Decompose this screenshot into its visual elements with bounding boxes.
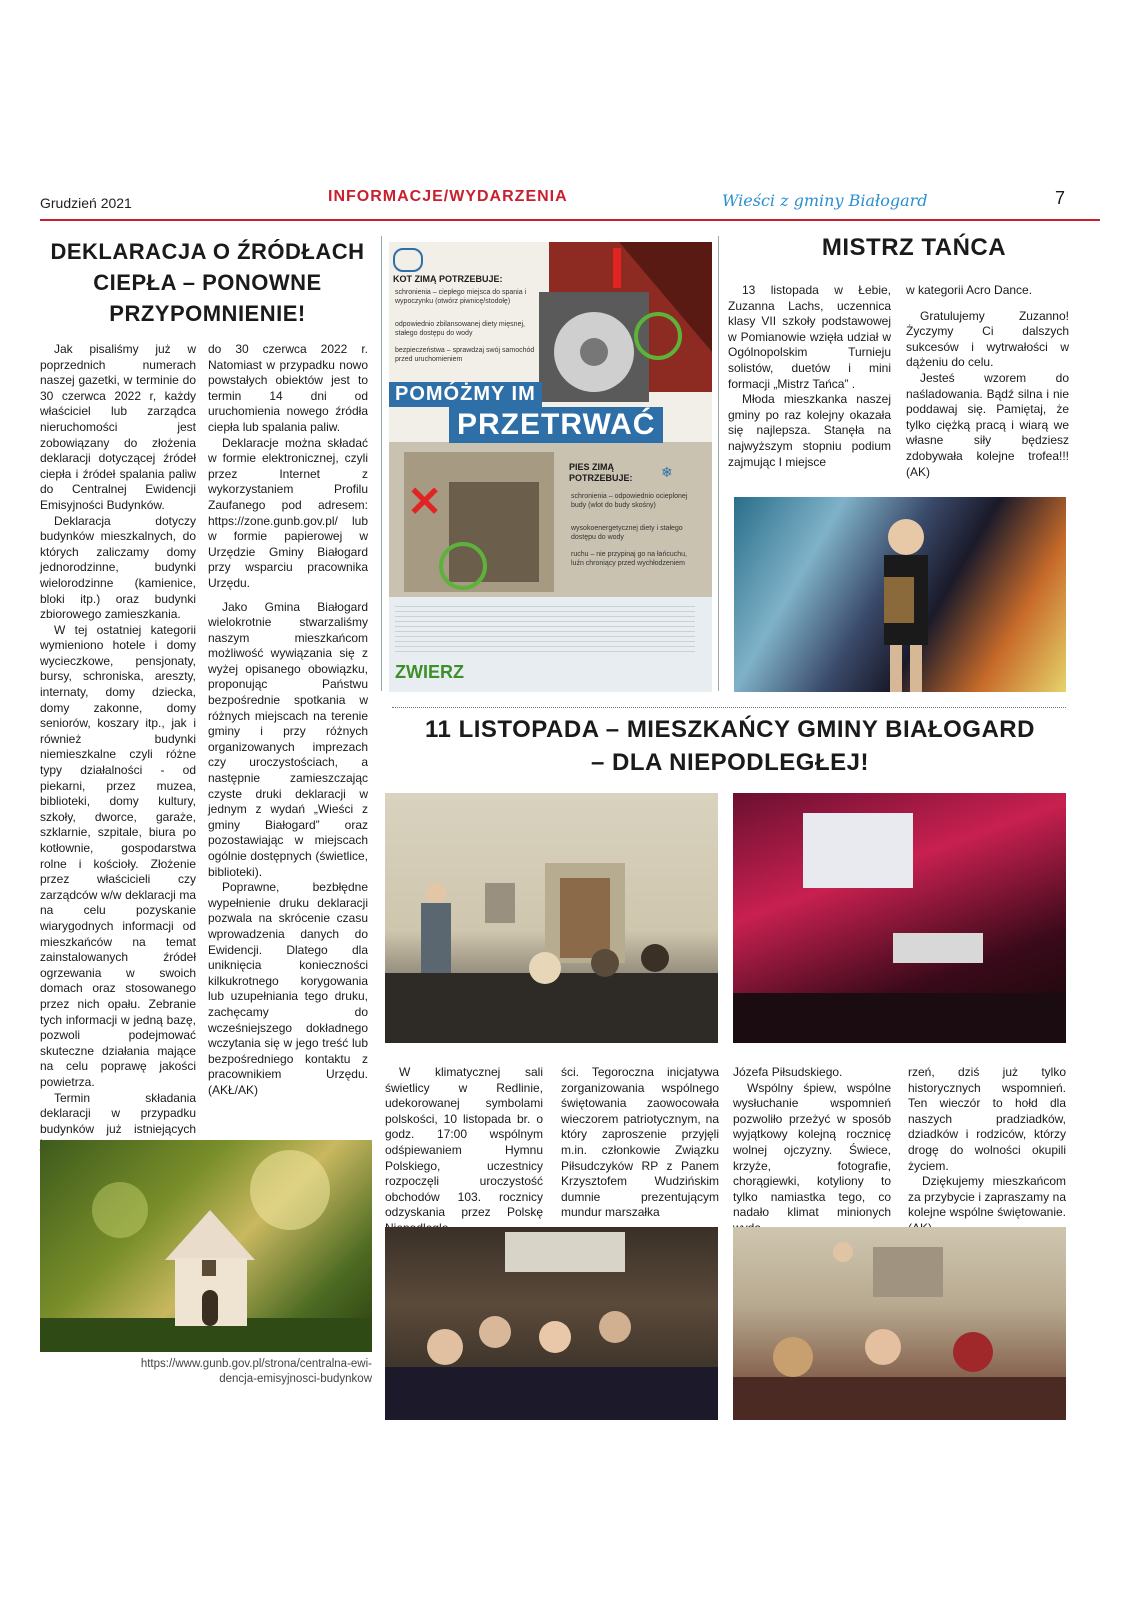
dog-item: ruchu – nie przypinaj go na łańcuchu, luźn chroniący przed wychłodzeniem — [571, 551, 687, 567]
dog-heading-line: POTRZEBUJE: — [569, 473, 633, 483]
slogan-line: PRZETRWAĆ — [449, 407, 663, 443]
paragraph: Deklaracje można składać w formie elektronicznej, czyli przez Internet z wykorzystaniem Profilu Zaufanego pod adresem: https://zone.gunb.gov.pl/ lub w formie papierowej w Urzędzie Gminy Białogard przy wsparciu pracownika Urzędu. — [208, 435, 368, 590]
paragraph: Młoda mieszkanka naszej gminy po raz kolejny okazała się najlepsza. Stanęła na najwyższym stopniu podium zajmując I miejsce — [728, 392, 891, 469]
dancer-figure — [734, 497, 1066, 692]
paragraph: Wspólny śpiew, wspólne wysłuchanie wspomnień pozwoliło przeżyć w sposób wyjątkowy kolejną rocznicę wolnej ojczyzny. Świece, krzyże, fotografie, chorągiewki, kotyliony to tylko namiastka tego, co nadało klimat minionych — [733, 1080, 891, 1220]
paragraph: rzeń, dziś już tylko historycznych wspomnień. Ten wieczór to hołd dla naszych pradziadków, dziadków i rodziców, którzy drogę do wolności okupili życiem. — [908, 1065, 1066, 1173]
paragraph: W klimatycznej sali świetlicy w Redlinie, udekorowanej symbolami polskości, 10 listopada br. o godz. 17:00 wspólnym odśpiewaniem Hymnu Polskiego, uczestnicy rozpoczęli uroczystość obchodów 103. rocznicy odzyskania przez Polskę — [385, 1065, 543, 1220]
event-photo-projection — [733, 793, 1066, 1043]
title-line: – DLA NIEPODLEGŁEJ! — [591, 749, 869, 776]
audience-scene — [385, 1227, 718, 1420]
poster-fine-print — [395, 602, 695, 652]
poster-brand: ZWIERZ — [395, 662, 464, 682]
cat-item: schronienia – ciepłego miejsca do spania i wypoczynku (otwórz piwnicę/stodołę) — [395, 289, 527, 305]
dog-heading-line: PIES ZIMĄ — [569, 462, 615, 472]
header-divider — [40, 219, 1100, 221]
paragraph: Poprawne, bezbłędne wypełnienie druku deklaracji pozwala na skrócenie czasu wprowadzenia danych do Ewidencji. Dlatego dla uniknięcia konieczności kilkukrotnego korygowania lub uzupełniania tego druku, zachęcamy do wcześniejszego dokładnego wczytania się w jego treść lub bezpośredniego kontaktu z pracownikiem Urzędu. (AKŁ/AK) — [208, 880, 368, 1097]
newspaper-logo: Wieści z gminy Białogard — [722, 191, 928, 210]
paragraph: W tej ostatniej kategorii wymieniono hotele i domy wycieczkowe, pensjonaty, bursy, schroniska, areszty, internaty, domy dziecka, domy zakonne, domy seniorów, koszary itp., jak i również budynki niemieszkalne czyli różne typy działalności - od piekarni, przez muzea, biblioteki, domy kultury, szkoły, dworce, garaże, szklarnie, szpitale, biura po kotłownie, gospodarstwa rolne i kościoły. Złożenie przez właścicieli czy zarządców w/w deklaracji ma na celu pozyskanie wiarygodnych informacji od mieszkańców na temat zainstalowanych źródeł ogrzewania w swoich domach oraz stosowanego przez nich opału. Zebranie tych informacji w jedną bazę, pozwoli podejmować skuteczne działania mające na celu poprawę jakości powietrza. — [40, 622, 196, 1089]
paragraph: w kategorii Acro Dance. — [906, 283, 1033, 297]
dog-item: wysokoenergetycznej diety i stałego dostępu do wody — [571, 525, 683, 541]
image-caption — [40, 1357, 372, 1387]
section-divider — [392, 707, 1066, 708]
column-divider — [381, 236, 382, 691]
crowd-scene — [733, 1227, 1066, 1420]
article3-column-3 — [733, 1065, 891, 1237]
dog-heading — [569, 462, 633, 484]
column-divider — [718, 236, 719, 691]
article3-column-2 — [561, 1065, 719, 1221]
cat-heading: KOT ZIMĄ POTRZEBUJE: — [393, 274, 503, 284]
page-number: 7 — [1055, 188, 1066, 208]
paragraph: Jesteś wzorem do naśladowania. Bądź silna i nie poddawaj się. Pamiętaj, że tylko ciężką pracą i wiarą we własne siły będziesz zdobywała kolejne trofea!!! (AK) — [906, 370, 1069, 479]
paragraph: Dziękujemy mieszkańcom za przybycie i zapraszamy na kolejne wspólne świętowanie. — [908, 1174, 1066, 1220]
house-illustration-image — [40, 1140, 372, 1352]
cloud-icon — [393, 248, 423, 272]
article1-column-2 — [208, 342, 368, 1099]
article2-column-1 — [728, 283, 891, 470]
title-line: PRZYPOMNIENIE! — [109, 301, 306, 326]
paragraph: Jak pisaliśmy już w poprzednich numerach naszej gazetki, w terminie do 30 czerwca 2022 r, każdy właściciel lub zarządca nieruchomości jest zobowiązany do złożenia deklaracji dotyczącej źródeł ciepła i źródeł spalania paliw do Centralnej Ewidencji Emisyjności Budynków. — [40, 342, 196, 512]
event-photo-speaker — [385, 793, 718, 1043]
projection-scene — [733, 793, 1066, 1043]
paragraph: ści. Tegoroczna inicjatywa zorganizowania wspólnego świętowania zaowocowała wieczorem patriotycznym, na który zaproszenie przyjęli m.in. członkowie Związku Piłsudczyków RP z Panem Krzysztofem Wudzińskim dumnie prezentującym mundur marszałka — [561, 1065, 719, 1220]
article3-column-1 — [385, 1065, 543, 1237]
cross-icon: ✕ — [407, 478, 443, 525]
checkmark-icon — [634, 312, 682, 360]
title-line: DEKLARACJA O ŹRÓDŁACH — [50, 239, 365, 264]
animal-winter-poster — [389, 242, 712, 692]
title-line: 11 LISTOPADA – MIESZKAŃCY GMINY BIAŁOGARD — [425, 716, 1035, 743]
article-title-heat-declaration — [40, 236, 375, 329]
paragraph: Józefa Piłsudskiego. — [733, 1065, 843, 1079]
paragraph: 13 listopada w Łebie, Zuzanna Lachs, uczennica klasy VII szkoły podstawowej w Pomianowie wzięła udział w Ogólnopolskim Turnieju solistów, duetów i mini formacji „Mistrz Tańca” . — [728, 283, 891, 391]
paragraph: do 30 czerwca 2022 r. Natomiast w przypadku nowo powstałych obiektów jest to termin 14 dni od uruchomienia nowego źródła ciepła lub spalania paliw. — [208, 342, 368, 434]
event-photo-crowd — [733, 1227, 1066, 1420]
dog-item: schronienia – odpowiednio ocieplonej budy (wlot do budy skośny) — [571, 493, 688, 509]
slogan-line: POMÓŻMY IM — [389, 382, 542, 407]
dancer-trophy-photo — [734, 497, 1066, 692]
paragraph: Jako Gmina Białogard wielokrotnie stwarzaliśmy naszym mieszkańcom możliwość wywiązania się z wyżej opisanego obowiązku, proponując Państwu bezpośrednie spotkania w różnych miejscach na terenie gminy i przy różnych organizowanych imprezach czy uroczystościach, a następnie zamieszczając czyste druki deklaracji w jednym z wydań „Wieści z gminy Białogard” oraz pozostawiając w miejscach ogólnie dostępnych (świetlice, biblioteki). — [208, 599, 368, 879]
event-photo-scene — [385, 793, 718, 1043]
article3-column-4 — [908, 1065, 1066, 1237]
cat-item: odpowiednio zbilansowanej diety mięsnej, stałego dostępu do wody — [395, 321, 525, 337]
house-icon — [40, 1140, 372, 1352]
paragraph: Gratulujemy Zuzanno! Życzymy Ci dalszych sukcesów i wytrwałości w dążeniu do celu. — [906, 308, 1069, 370]
poster-slogan — [389, 382, 689, 448]
caption-line: https://www.gunb.gov.pl/strona/centralna-ewi- — [140, 1358, 372, 1370]
event-photo-audience — [385, 1227, 718, 1420]
exclamation-icon — [613, 248, 621, 288]
article2-column-2 — [906, 283, 1069, 480]
caption-line: dencja-emisyjnosci-budynkow — [219, 1373, 372, 1385]
article1-column-1 — [40, 342, 196, 1153]
paragraph: Deklaracja dotyczy budynków mieszkalnych, do których zaliczamy domy jednorodzinne, budynki wielorodzinne (kamienice, bloki itp.) oraz budynki zbiorowego zamieszkania. — [40, 513, 196, 622]
article-title-independence-day — [385, 713, 1075, 779]
title-line: CIEPŁA – PONOWNE — [93, 270, 322, 295]
section-title: INFORMACJE/WYDARZENIA — [328, 188, 568, 205]
paragraph: Termin składania deklaracji w przypadku budynków już istniejących — [40, 1090, 196, 1136]
cat-item: bezpieczeństwa – sprawdzaj swój samochód przed uruchomieniem — [395, 347, 535, 363]
article-title-dance-master: MISTRZ TAŃCA — [821, 234, 1007, 261]
snowflake-icon: ❄ — [661, 464, 673, 480]
checkmark-icon — [439, 542, 487, 590]
issue-date: Grudzień 2021 — [40, 195, 132, 211]
